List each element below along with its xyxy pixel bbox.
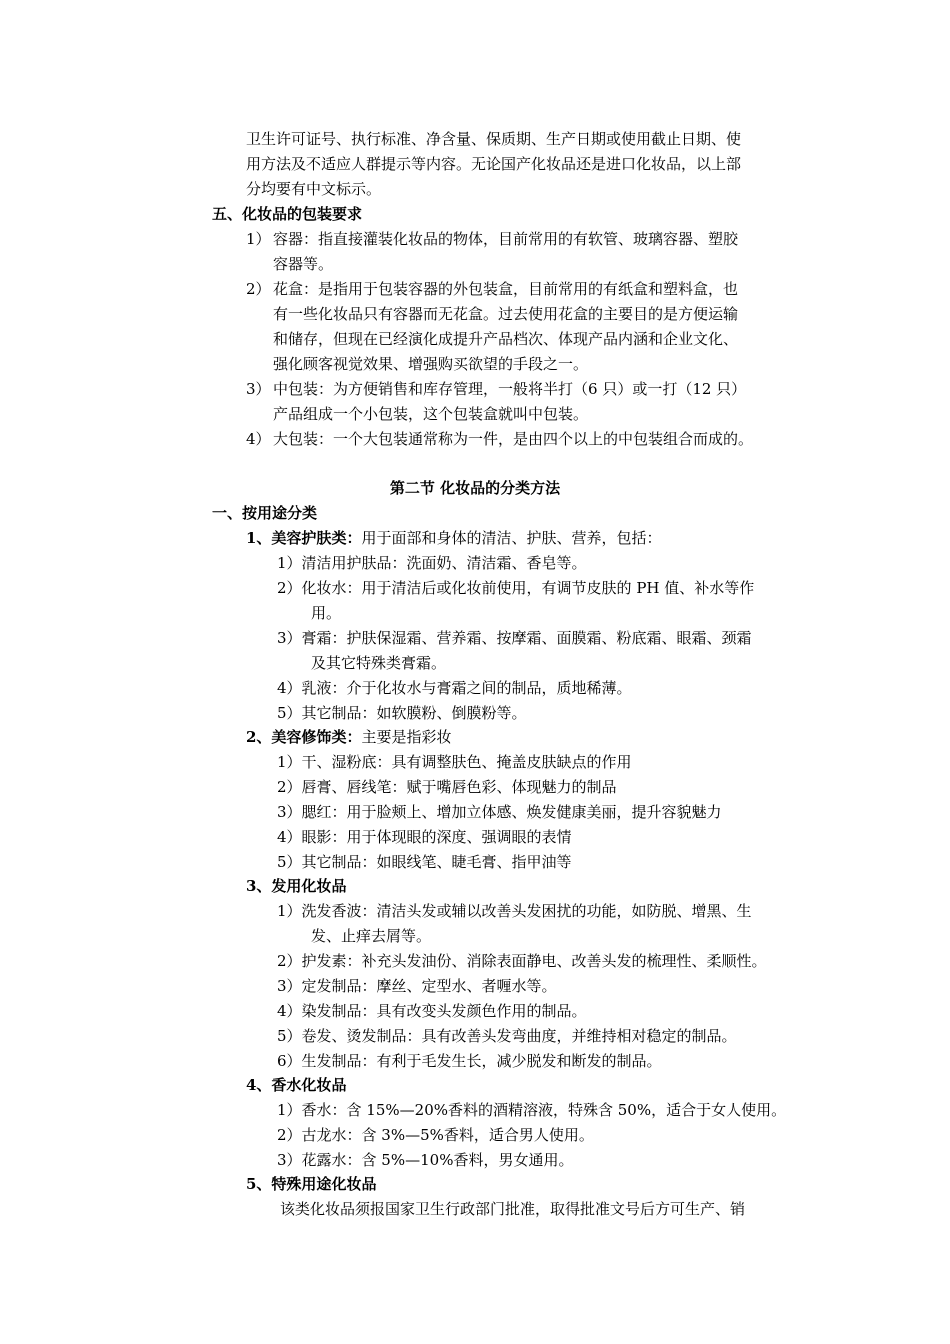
category-3-title: 3、发用化妆品 [246,877,347,895]
list-item: 3）腮红：用于脸颊上、增加立体感、焕发健康美丽，提升容貌魅力 [277,803,722,821]
list-item: 6）生发制品：有利于毛发生长，减少脱发和断发的制品。 [277,1052,662,1070]
category-2-title: 2、美容修饰类： [246,728,362,746]
classification-heading: 一、按用途分类 [212,504,318,522]
packaging-heading: 五、化妆品的包装要求 [212,205,363,223]
packaging-item-2-num: 2） [246,280,271,298]
category-4-title: 4、香水化妆品 [246,1076,347,1094]
list-item: 3）定发制品：摩丝、定型水、者喱水等。 [277,977,557,995]
list-item: 4）乳液：介于化妆水与膏霜之间的制品，质地稀薄。 [277,679,632,697]
category-5-text: 该类化妆品须报国家卫生行政部门批准，取得批准文号后方可生产、销 [280,1200,746,1218]
packaging-item-4-line: 大包装：一个大包装通常称为一件，是由四个以上的中包装组合而成的。 [273,430,754,448]
category-5-title: 5、特殊用途化妆品 [246,1175,377,1193]
packaging-item-2-line: 和储存，但现在已经演化成提升产品档次、体现产品内涵和企业文化、 [273,330,739,348]
intro-line-1: 卫生许可证号、执行标准、净含量、保质期、生产日期或使用截止日期、使 [246,130,742,148]
category-1-desc: 用于面部和身体的清洁、护肤、营养，包括： [361,529,662,547]
intro-line-3: 分均要有中文标示。 [246,180,382,198]
list-item: 1）香水：含 15%—20%香料的酒精溶液，特殊含 50%，适合于女人使用。 [277,1101,787,1119]
list-item: 3）膏霜：护肤保湿霜、营养霜、按摩霜、面膜霜、粉底霜、眼霜、颈霜 [277,629,752,647]
category-1 [246,528,661,548]
packaging-item-1-line: 容器：指直接灌装化妆品的物体，目前常用的有软管、玻璃容器、塑胶 [273,230,739,248]
packaging-item-3-line: 产品组成一个小包装，这个包装盒就叫中包装。 [273,405,589,423]
category-2-desc: 主要是指彩妆 [361,728,452,746]
list-item: 4）染发制品：具有改变头发颜色作用的制品。 [277,1002,587,1020]
packaging-item-2-line: 有一些化妆品只有容器而无花盒。过去使用花盒的主要目的是方便运输 [273,305,739,323]
packaging-item-3-line: 中包装：为方便销售和库存管理，一般将半打（6 只）或一打（12 只） [273,380,747,398]
list-item: 5）其它制品：如软膜粉、倒膜粉等。 [277,704,527,722]
list-item: 1）清洁用护肤品：洗面奶、清洁霜、香皂等。 [277,554,587,572]
list-item: 1）干、湿粉底：具有调整肤色、掩盖皮肤缺点的作用 [277,753,632,771]
category-2 [246,727,451,747]
list-item-cont: 用。 [311,604,342,622]
packaging-item-4-num: 4） [246,430,271,448]
list-item-cont: 发、止痒去屑等。 [311,927,432,945]
packaging-item-1-line: 容器等。 [273,255,334,273]
category-1-title: 1、美容护肤类： [246,529,362,547]
list-item: 3）花露水：含 5%—10%香料，男女通用。 [277,1151,574,1169]
packaging-item-1-num: 1） [246,230,271,248]
list-item: 2）古龙水：含 3%—5%香料，适合男人使用。 [277,1126,594,1144]
list-item: 2）化妆水：用于清洁后或化妆前使用，有调节皮肤的 PH 值、补水等作 [277,579,755,597]
list-item: 5）卷发、烫发制品：具有改善头发弯曲度，并维持相对稳定的制品。 [277,1027,737,1045]
intro-line-2: 用方法及不适应人群提示等内容。无论国产化妆品还是进口化妆品，以上部 [246,155,742,173]
packaging-item-3-num: 3） [246,380,271,398]
packaging-item-2-line: 花盒：是指用于包装容器的外包装盒，目前常用的有纸盒和塑料盒，也 [273,280,739,298]
list-item: 1）洗发香波：清洁头发或辅以改善头发困扰的功能，如防脱、增黑、生 [277,902,752,920]
list-item: 4）眼影：用于体现眼的深度、强调眼的表情 [277,828,572,846]
list-item: 2）唇膏、唇线笔：赋于嘴唇色彩、体现魅力的制品 [277,778,617,796]
section-title: 第二节 化妆品的分类方法 [389,479,561,497]
list-item-cont: 及其它特殊类膏霜。 [311,654,447,672]
list-item: 5）其它制品：如眼线笔、睫毛膏、指甲油等 [277,853,572,871]
list-item: 2）护发素：补充头发油份、消除表面静电、改善头发的梳理性、柔顺性。 [277,952,767,970]
packaging-item-2-line: 强化顾客视觉效果、增强购买欲望的手段之一。 [273,355,589,373]
